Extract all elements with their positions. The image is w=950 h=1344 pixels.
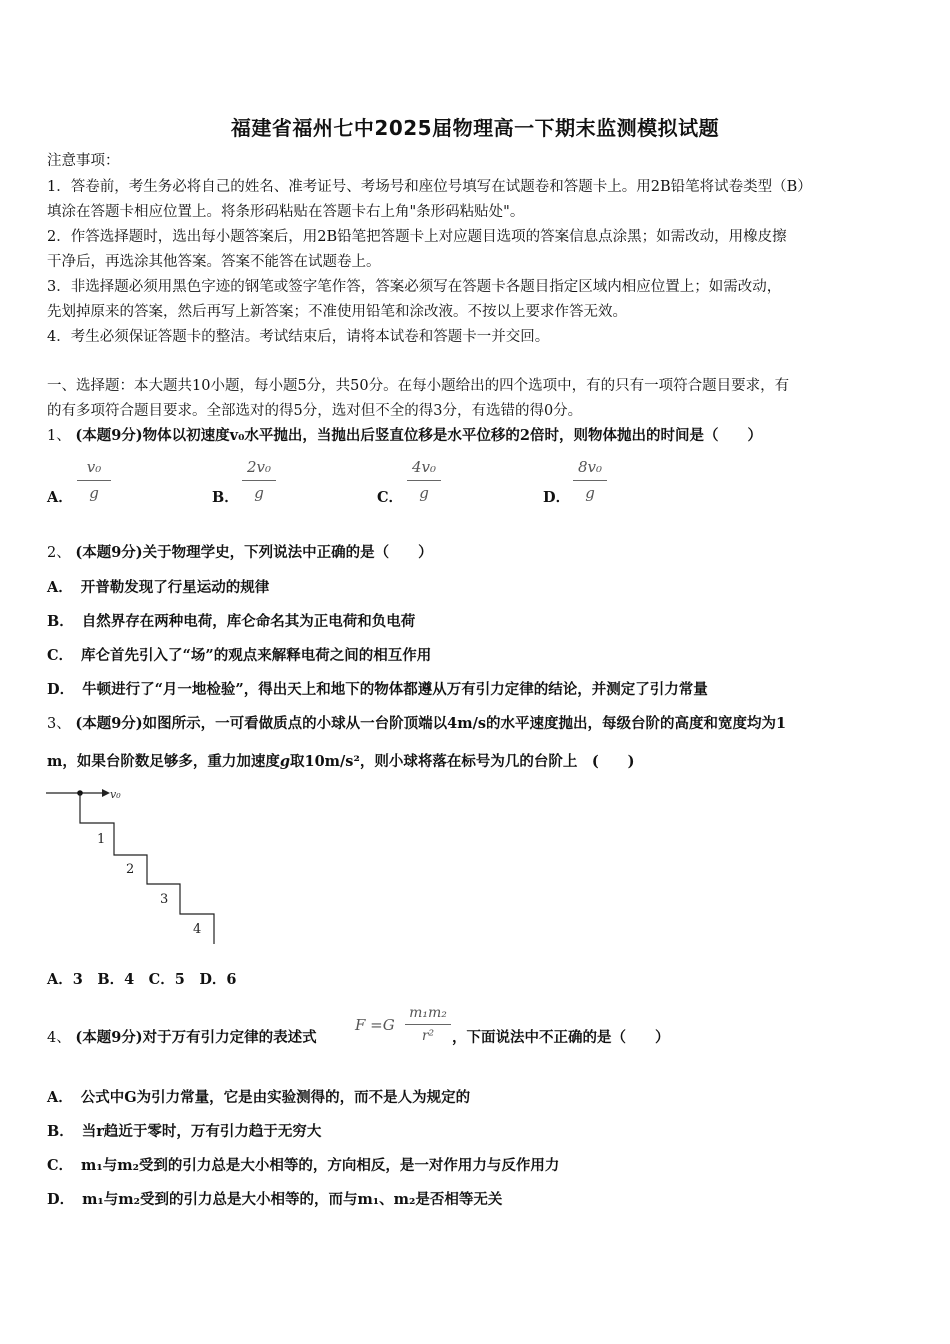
option-label: B． <box>47 1123 74 1140</box>
gravity-symbol: g <box>279 753 290 770</box>
option-label: D． <box>543 489 571 506</box>
question-stem: 对于万有引力定律的表述式 <box>142 1029 317 1046</box>
question-number: 3、 <box>47 716 71 732</box>
q4-option-c <box>47 1156 907 1176</box>
page-title: 福建省福州七中2025届物理高一下期末监测模拟试题 <box>230 116 720 140</box>
notice-line: 干净后，再选涂其他答案。答案不能答在试题卷上。 <box>47 254 381 270</box>
question-stem: 取10m/s²，则小球将落在标号为几的台阶上 ( ) <box>289 753 635 770</box>
fraction-denominator: g <box>254 484 264 502</box>
question-number: 1、 <box>47 428 71 444</box>
formula-lhs: F =G <box>355 1016 395 1034</box>
question-score: (本题9分) <box>75 1029 143 1046</box>
fraction-numerator: 2v₀ <box>242 458 276 481</box>
question-4-tail: ，下面说法中不正确的是（ ） <box>452 1029 670 1046</box>
question-stem: m，如果台阶数足够多，重力加速度 <box>47 753 280 770</box>
section-intro: 的有多项符合题目要求。全部选对的得5分，选对但不全的得3分，有选错的得0分。 <box>47 403 583 419</box>
option-label: A． <box>47 489 73 506</box>
option-text: m₁与m₂受到的引力总是大小相等的，方向相反，是一对作用力与反作用力 <box>81 1157 560 1174</box>
fraction <box>242 458 276 502</box>
notice-line: 2．作答选择题时，选出每小题答案后，用2B铅笔把答题卡上对应题目选项的答案信息点涂黑；如需改动，用橡皮擦 <box>47 229 787 245</box>
formula-fraction <box>405 1005 451 1044</box>
option-label: D． <box>47 1191 75 1208</box>
fraction-numerator: 4v₀ <box>407 458 441 481</box>
q4-option-d <box>47 1190 907 1210</box>
option-text: 库仑首先引入了“场”的观点来解释电荷之间的相互作用 <box>81 647 432 664</box>
formula-numerator: m₁m₂ <box>405 1005 451 1025</box>
notice-line: 1．答卷前，考生务必将自己的姓名、准考证号、考场号和座位号填写在试题卷和答题卡上。用2B铅笔将试卷类型（B） <box>47 179 812 195</box>
option-text: 公式中G为引力常量，它是由实验测得的，而不是人为规定的 <box>80 1089 471 1106</box>
fraction-denominator: g <box>585 484 595 502</box>
question-score: (本题9分) <box>75 544 143 561</box>
question-2 <box>47 543 907 563</box>
option-label: C． <box>47 647 74 664</box>
question-score: (本题9分) <box>75 427 143 444</box>
option-label: B． <box>47 613 74 630</box>
q2-option-b <box>47 612 907 632</box>
option-text: m₁与m₂受到的引力总是大小相等的，而与m₁、m₂是否相等无关 <box>82 1191 503 1208</box>
fraction-numerator: v₀ <box>77 458 111 481</box>
option-text: 自然界存在两种电荷，库仑命名其为正电荷和负电荷 <box>81 613 416 630</box>
notice-line: 4．考生必须保证答题卡的整洁。考试结束后，请将本试卷和答题卡一并交回。 <box>47 329 550 345</box>
question-score: (本题9分) <box>75 715 143 732</box>
notice-line: 3．非选择题必须用黑色字迹的钢笔或签字笔作答，答案必须写在答题卡各题目指定区域内相应位置上；如需改动， <box>47 279 782 295</box>
option-text: 开普勒发现了行星运动的规律 <box>80 579 270 596</box>
option-label: C． <box>377 489 404 506</box>
staircase-figure <box>44 780 234 950</box>
option-label: B． <box>212 489 239 506</box>
formula-denominator: r² <box>421 1028 435 1044</box>
q4-option-b <box>47 1122 907 1142</box>
q2-option-c <box>47 646 907 666</box>
fraction-numerator: 8v₀ <box>573 458 607 481</box>
q1-options <box>47 458 747 518</box>
step-label-3: 3 <box>160 892 169 907</box>
question-stem: 物体以初速度v₀水平抛出，当抛出后竖直位移是水平位移的2倍时，则物体抛出的时间是（ ） <box>142 427 763 444</box>
fraction <box>77 458 111 502</box>
step-label-2: 2 <box>126 862 135 877</box>
question-stem: 如图所示，一可看做质点的小球从一台阶顶端以4m/s的水平速度抛出，每级台阶的高度和宽度均为1 <box>142 715 787 732</box>
velocity-arrow-head <box>102 789 110 797</box>
question-3-cont <box>47 752 907 772</box>
section-intro: 一、选择题：本大题共10小题，每小题5分，共50分。在每小题给出的四个选项中，有的只有一项符合题目要求，有 <box>47 378 790 394</box>
notice-heading: 注意事项： <box>47 153 120 169</box>
option-label: A． <box>47 1089 73 1106</box>
fraction <box>573 458 607 502</box>
question-stem: 关于物理学史，下列说法中正确的是（ ） <box>142 544 433 561</box>
notice-line: 先划掉原来的答案，然后再写上新答案；不准使用铅笔和涂改液。不按以上要求作答无效。 <box>47 304 627 320</box>
step-label-1: 1 <box>97 832 106 847</box>
fraction <box>407 458 441 502</box>
question-number: 2、 <box>47 545 71 561</box>
notice-line: 填涂在答题卡相应位置上。将条形码粘贴在答题卡右上角"条形码粘贴处"。 <box>47 204 525 220</box>
q4-option-a <box>47 1088 907 1108</box>
q2-option-d <box>47 680 907 700</box>
option-label: A． <box>47 579 73 596</box>
option-label: D． <box>47 681 75 698</box>
option-text: 牛顿进行了“月一地检验”，得出天上和地下的物体都遵从万有引力定律的结论，并测定了引力常量 <box>82 681 708 698</box>
velocity-label: v₀ <box>110 788 121 801</box>
q3-answers: A．3 B．4 C．5 D．6 <box>47 971 237 988</box>
fraction-denominator: g <box>89 484 99 502</box>
gravitation-formula <box>355 1005 455 1051</box>
question-1 <box>47 426 907 446</box>
question-3 <box>47 714 907 734</box>
option-text: 当r趋近于零时，万有引力趋于无穷大 <box>81 1123 322 1140</box>
fraction-denominator: g <box>419 484 429 502</box>
question-number: 4、 <box>47 1030 71 1046</box>
q2-option-a <box>47 578 907 598</box>
option-label: C． <box>47 1157 74 1174</box>
step-label-4: 4 <box>193 922 202 937</box>
